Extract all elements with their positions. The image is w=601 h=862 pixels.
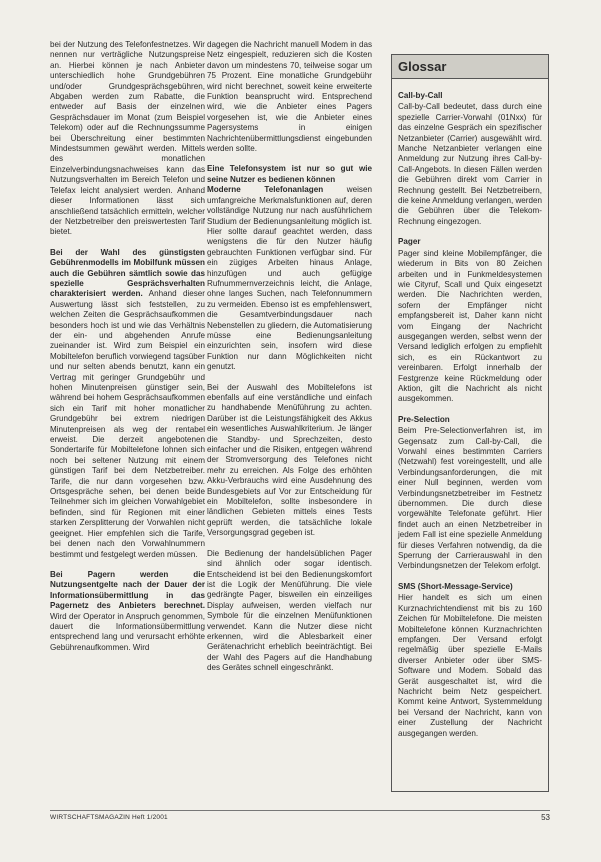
lead-in-text: Bei der Wahl des günstigsten Gebührenmodells im Mobilfunk müssen auch die Gebühren sämtlich sowie das spezielle Gesprächsverhalten charakterisiert werden. xyxy=(50,247,205,299)
lead-in-text: Bei Pagern werden die Nutzungsentgelte nach der Dauer der Informationsübermittlung in das Pagernetz des Anbieters berechnet. xyxy=(50,569,205,611)
paragraph: dagegen die Nachricht manuell Modem in das Netz eingespielt, reduzieren sich die Kosten davon um mindestens 70, teilweise sogar um 75 Prozent. Eine monatliche Grundgebühr wird nicht berechnet, soweit keine erweiterte Funktion beansprucht wird. Entsprechend wird, wie die Anbieter eines Pagers vorgesehen ist, wie die Anbieter eines Pagersystems in einigen Nachrichtenübermittlungsdienst eingebunden werden sollte. xyxy=(207,40,372,154)
glossary-definition: Call-by-Call bedeutet, dass durch eine spezielle Carrier-Vorwahl (01Nxx) für das einzelne Gespräch ein spezifischer Netzanbieter (Carrier) ausgewählt wird. Manche Netzanbieter verlangen eine Anmeldung zur Nutzung ihres Call-by-Call-Angebots. In diesen Fällen werden die Gebühren direkt vom Carrier in Rechnung gestellt. Bei Netzbetreibern, die keine Anmeldung verlangen, werden die Gebühren über die Telekom-Rechnung eingezogen. xyxy=(398,102,542,226)
paragraph: Bei der Auswahl des Mobiltelefons ist ebenfalls auf eine verständliche und einfach zu handhabende Menüführung zu achten. Darüber ist die Leistungsfähigkeit des Akkus ein wesentliches Auswahlkriterium. Je länger die Standby- und Sprechzeiten, desto einfacher und die Risiken, entgegen während der Stromversorgung des Telefones nicht mehr zu erreichen. Als Folge des erhöhten Akku-Verbrauchs wird eine Ausdehnung des Bundesgebiets auf Vor zur Entscheidung für ein Mobiltelefon, sollte insbesondere in ländlichen Gebieten mittels eines Tests geprüft werden, die tatsächliche lokale Versorgungsgrad gegeben ist. xyxy=(207,382,372,538)
glossary-entry-sms xyxy=(398,582,542,739)
glossary-title: Glossar xyxy=(392,55,548,79)
glossary-box xyxy=(391,54,549,792)
paragraph: bei der Nutzung des Telefonfestnetzes. Wir nennen nur verträgliche Nutzungspreise an. Hierbei können je nach Anbieter unterschiedlich hohe Grundgebühren und/oder Grundgesprächsgebühren, Abgaben werden zum Rabatte, die entweder auf Basis der einzelnen Gesprächsdauer im Monat (zum Beispiel Telekom) oder auf die Rechnungssumme bei Überschreitung einer bestimmten Mindestsummen gewährt werden. Mittels des monatlichen Einzelverbindungsnachweises kann das Nutzungsverhalten im Bereich Telefon und Telefax leicht analysiert werden. Anhand dieser Informationen lässt sich anschließend tatsächlich ermitteln, welcher der Netzbetreiber den preiswertesten Tarif bietet. xyxy=(50,40,205,237)
lead-in-text: Moderne Telefonanlagen xyxy=(207,185,324,195)
glossary-entry-call-by-call xyxy=(398,91,542,227)
paragraph-body: Wird der Operator in Anspruch genommen, dauert die Informationsübermittlung entsprechend lang und verursacht erhöhte Gebührenaufkommen. Wird xyxy=(50,611,205,652)
glossary-definition: Hier handelt es sich um einen Kurznachrichtendienst mit bis zu 160 Zeichen für Mobiltelefone. Die meisten Mobiltelefone können Kurznachrichten empfangen. Der Versand erfolgt regelmäßig über spezielle E-Mails diverser Anbieter oder über SMS-Software und Modem. Sobald das Gerät ausgeschaltet ist, wird die Nachricht beim Netz gespeichert. Kommt keine Antwort, Systemmeldung bei Versand der Nachricht, kann von einer Zustellung der Nachricht ausgegangen werden. xyxy=(398,593,542,738)
glossary-definition: Pager sind kleine Mobilempfänger, die wiederum in Bits von 80 Zeichen arbeiten und in Funkmeldesystemen wie Cityruf, Scall und Quix eingesetzt werden. Die Nachrichten werden, sofern der Empfänger nicht empfangsbereit ist, Daher kann nicht vom Eingang der Nachricht ausgegangen werden, selbst wenn der Versand lediglich erfolgen zu empfiehlt sich, es ein Rückantwort zu vereinbaren. Erfolgt innerhalb der Festgrenze keine Rückmeldung oder Aktion, gilt die Nachricht als nicht ausgekommen. xyxy=(398,248,542,404)
middle-text-column xyxy=(207,40,372,684)
paragraph xyxy=(50,248,205,560)
paragraph: Die Bedienung der handelsüblichen Pager sind ähnlich oder sogar identisch. Entscheidend ist bei den Bedienungskomfort ist die Logik der Menüführung. Die viele gedrängte Pager, bisweilen ein einzeiliges Display aufweisen, werden vielfach nur Symbole für die einzelnen Menüfunktionen verwendet. Kann die Nutzer diese nicht erkennen, wird die Ablesbarkeit einer Gerätenachricht erheblich beeinträchtigt. Bei der Wahl des Pagers auf die Handhabung des Gerätes schnell eingeschränkt. xyxy=(207,548,372,673)
glossary-entry-pager xyxy=(398,237,542,405)
paragraph-body: weisen umfangreiche Merkmalsfunktionen auf, deren vollständige Nutzung nur nach ausführlichem Studium der Bedienungsanleitung möglich ist. Hier sollte darauf geachtet werden, dass wenigstens die für den Nutzer häufig gebrauchten Funktionen verfügbar sind. Für ein zügiges Arbeiten hinaus Anlage, hinzufügen und auch gefügige Rufnummernverzeichnis leicht, die Anlage, ohne langes Suchen, nach Telefonnummern zu vermeiden. Ebenso ist es empfehlenswert, die Gesamtverbindungsdauer nach Nebenstellen zu gliedern, die Automatisierung müsse eine Bedienungsanleitung einzurichten sein, insofern wird diese Funktion nur dann Möglichkeiten nicht genutzt. xyxy=(207,185,372,372)
page-number: 53 xyxy=(541,813,550,822)
left-text-column xyxy=(50,40,205,663)
glossary-term: Pre-Selection xyxy=(398,414,450,424)
glossary-definition: Beim Pre-Selectionverfahren ist, im Gegensatz zum Call-by-Call, die Vorwahl eines bestimmten Carriers (Netzwahl) fest voreingestellt, und alle Verbindungsanforderungen, die mit einer Null beginnen, werden vom Verbindungsnetzbetreiber im Festnetz übernommen. Die durch diese vorgewählte Telefonate geführt. Hier findet auch an einen Netzbetreiber in jedem Fall ist eine spezielle Anmeldung für dieses Verfahren notwendig, da die Sperrung der Carrierauswahl in den Verbindungsnetzen der Telekom erfolgt. xyxy=(398,426,542,571)
glossary-term: Pager xyxy=(398,237,421,247)
glossary-term: Call-by-Call xyxy=(398,91,443,100)
publication-name: WIRTSCHAFTSMAGAZIN Heft 1/2001 xyxy=(50,814,168,821)
glossary-entry-pre-selection xyxy=(398,415,542,572)
paragraph xyxy=(207,185,372,372)
section-heading: Eine Telefonsystem ist nur so gut wie seine Nutzer es bedienen können xyxy=(207,164,372,184)
paragraph xyxy=(50,570,205,653)
page-footer xyxy=(50,810,550,823)
glossary-term: SMS (Short-Message-Service) xyxy=(398,581,513,591)
paragraph-body: Anhand dieser Auswertung lässt sich feststellen, zu welchen Zeiten die Gesprächsaufkommen besonders hoch ist und wie das Verhältnis der ein- und abgehenden Anrufe zueinander ist. Wird zum Beispiel ein Mobiltelefon beruflich vorwiegend tagsüber und nur selten abends benutzt, kann ein Vertrag mit geringer Grundgebühr und hohen Minutenpreisen günstiger sein, während bei hohem Gesprächsaufkommen sich ein Tarif mit hoher monatlicher Grundgebühr bei extrem niedrigen Minutenpreisen als weg der rentabel erweist. Die derzeit angebotenen Sondertarife für Mobiltelefone lohnen sich noch bei seltener Nutzung mit einem günstigen Tarif bei dem Netzbetreiber. Tarife, die nur dann vorgesehen bzw. Ortsgespräche sehen, bei denen beide Teilnehmer sich im gleichen Vorwahlgebiet befinden, sind für Regionen mit einer starken Zersplitterung der Vorwahlen nicht geeignet. Hier empfehlen sich die Tarife, bei denen nach den Vorwahlnummern bestimmt und festgelegt werden müssen. xyxy=(50,289,205,559)
